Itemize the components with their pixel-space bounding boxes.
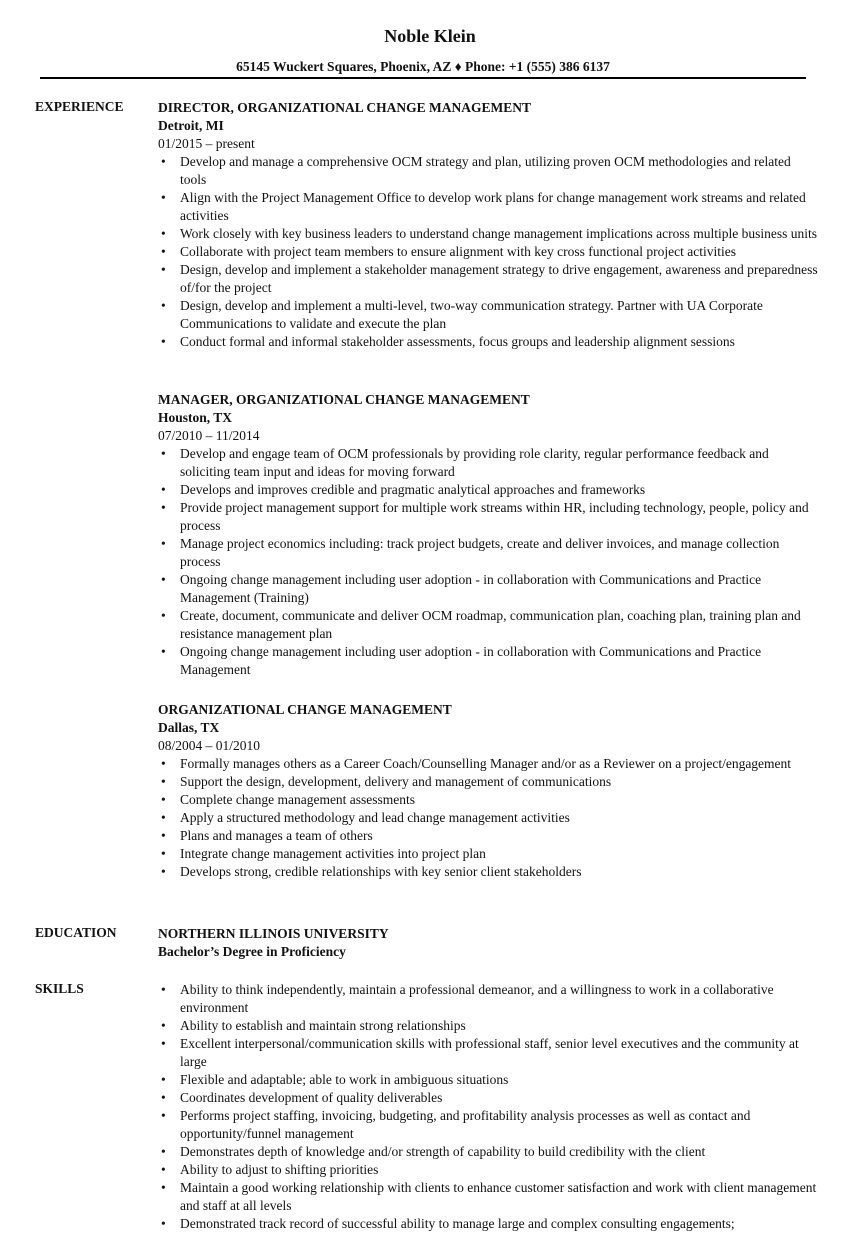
bullet-icon: •	[161, 1072, 166, 1087]
bullet-icon: •	[161, 1108, 166, 1123]
list-item-text: Design, develop and implement a multi-level, two-way communication strategy. Partner with UA Corporate Communications to validate and execute the plan	[180, 298, 763, 331]
list-item-text: Support the design, development, delivery and management of communications	[180, 774, 612, 789]
list-item	[158, 481, 818, 499]
list-item-text: Develop and engage team of OCM professionals by providing role clarity, regular performance feedback and soliciting team input and ideas for moving forward	[180, 446, 769, 479]
list-item-text: Develops and improves credible and pragmatic analytical approaches and frameworks	[180, 482, 646, 497]
job-bullets	[158, 755, 818, 881]
list-item-text: Apply a structured methodology and lead change management activities	[180, 810, 570, 825]
list-item-text: Develop and manage a comprehensive OCM strategy and plan, utilizing proven OCM methodologies and related tools	[180, 154, 791, 187]
bullet-icon: •	[161, 1144, 166, 1159]
list-item	[158, 297, 818, 333]
list-item	[158, 189, 818, 225]
list-item-text: Plans and manages a team of others	[180, 828, 373, 843]
list-item-text: Work closely with key business leaders to understand change management implications across multiple business units	[180, 226, 818, 241]
list-item-text: Collaborate with project team members to ensure alignment with key cross functional project activities	[180, 244, 736, 259]
education-label: EDUCATION	[35, 925, 117, 940]
list-item	[158, 773, 818, 791]
skills-entry	[158, 981, 818, 1233]
list-item-text: Ongoing change management including user adoption - in collaboration with Communications and Practice Management (Training)	[180, 572, 762, 605]
bullet-icon: •	[161, 482, 166, 497]
list-item-text: Ability to think independently, maintain a professional demeanor, and a willingness to work in a collaborative environment	[180, 982, 774, 1015]
job-entry	[158, 701, 818, 881]
list-item-text: Create, document, communicate and deliver OCM roadmap, communication plan, coaching plan, training plan and resistance management plan	[180, 608, 801, 641]
list-item	[158, 1017, 818, 1035]
bullet-icon: •	[161, 828, 166, 843]
bullet-icon: •	[161, 1216, 166, 1231]
list-item	[158, 827, 818, 845]
list-item	[158, 1089, 818, 1107]
bullet-icon: •	[161, 756, 166, 771]
list-item	[158, 755, 818, 773]
list-item	[158, 1107, 818, 1143]
list-item	[158, 261, 818, 297]
job-bullets	[158, 445, 818, 679]
list-item-text: Coordinates development of quality deliverables	[180, 1090, 443, 1105]
list-item-text: Ongoing change management including user adoption - in collaboration with Communications and Practice Management	[180, 644, 762, 677]
list-item-text: Design, develop and implement a stakeholder management strategy to drive engagement, awareness and preparedness of/for the project	[180, 262, 818, 295]
bullet-icon: •	[161, 792, 166, 807]
list-item-text: Provide project management support for multiple work streams within HR, including technology, people, policy and process	[180, 500, 809, 533]
list-item	[158, 809, 818, 827]
list-item	[158, 607, 818, 643]
job-title: ORGANIZATIONAL CHANGE MANAGEMENT	[158, 702, 452, 717]
school-name: NORTHERN ILLINOIS UNIVERSITY	[158, 926, 389, 941]
job-entry	[158, 391, 818, 679]
bullet-icon: •	[161, 536, 166, 551]
bullet-icon: •	[161, 644, 166, 659]
bullet-icon: •	[161, 864, 166, 879]
list-item	[158, 845, 818, 863]
list-item-text: Align with the Project Management Office to develop work plans for change management work streams and related activities	[180, 190, 806, 223]
list-item	[158, 981, 818, 1017]
bullet-icon: •	[161, 774, 166, 789]
contact-line: 65145 Wuckert Squares, Phoenix, AZ ♦ Phone: +1 (555) 386 6137	[236, 59, 610, 74]
bullet-icon: •	[161, 154, 166, 169]
list-item-text: Integrate change management activities into project plan	[180, 846, 486, 861]
list-item-text: Demonstrated track record of successful ability to manage large and complex consulting engagements;	[180, 1216, 735, 1231]
bullet-icon: •	[161, 1018, 166, 1033]
bullet-icon: •	[161, 190, 166, 205]
list-item-text: Ability to adjust to shifting priorities	[180, 1162, 379, 1177]
list-item	[158, 243, 818, 261]
bullet-icon: •	[161, 608, 166, 623]
list-item	[158, 333, 818, 351]
bullet-icon: •	[161, 446, 166, 461]
degree: Bachelor’s Degree in Proficiency	[158, 944, 346, 959]
list-item-text: Ability to establish and maintain strong relationships	[180, 1018, 466, 1033]
list-item-text: Manage project economics including: track project budgets, create and deliver invoices, and manage collection process	[180, 536, 780, 569]
list-item	[158, 153, 818, 189]
education-entry	[158, 925, 818, 961]
list-item	[158, 863, 818, 881]
bullet-icon: •	[161, 1036, 166, 1051]
bullet-icon: •	[161, 1180, 166, 1195]
job-location: Dallas, TX	[158, 720, 220, 735]
list-item-text: Conduct formal and informal stakeholder assessments, focus groups and leadership alignment sessions	[180, 334, 735, 349]
job-bullets	[158, 153, 818, 351]
list-item	[158, 791, 818, 809]
list-item-text: Complete change management assessments	[180, 792, 416, 807]
bullet-icon: •	[161, 846, 166, 861]
list-item-text: Flexible and adaptable; able to work in ambiguous situations	[180, 1072, 509, 1087]
bullet-icon: •	[161, 244, 166, 259]
job-location: Detroit, MI	[158, 118, 224, 133]
job-title: MANAGER, ORGANIZATIONAL CHANGE MANAGEMENT	[158, 392, 530, 407]
list-item	[158, 1215, 818, 1233]
list-item-text: Maintain a good working relationship with clients to enhance customer satisfaction and work with client management and staff at all levels	[180, 1180, 817, 1213]
bullet-icon: •	[161, 500, 166, 515]
skills-list	[158, 981, 818, 1233]
bullet-icon: •	[161, 1162, 166, 1177]
bullet-icon: •	[161, 810, 166, 825]
job-entry	[158, 99, 818, 351]
list-item	[158, 1143, 818, 1161]
experience-label: EXPERIENCE	[35, 99, 124, 114]
job-location: Houston, TX	[158, 410, 233, 425]
bullet-icon: •	[161, 982, 166, 997]
list-item	[158, 1161, 818, 1179]
bullet-icon: •	[161, 1090, 166, 1105]
bullet-icon: •	[161, 298, 166, 313]
candidate-name: Noble Klein	[384, 26, 476, 46]
list-item-text: Excellent interpersonal/communication skills with professional staff, senior level executives and the community at large	[180, 1036, 799, 1069]
job-dates: 08/2004 – 01/2010	[158, 738, 261, 753]
list-item	[158, 1179, 818, 1215]
list-item-text: Develops strong, credible relationships with key senior client stakeholders	[180, 864, 582, 879]
list-item	[158, 1035, 818, 1071]
list-item	[158, 571, 818, 607]
list-item-text: Performs project staffing, invoicing, budgeting, and profitability analysis processes as well as contact and opportunity/funnel management	[180, 1108, 751, 1141]
list-item-text: Demonstrates depth of knowledge and/or strength of capability to build credibility with the client	[180, 1144, 706, 1159]
list-item	[158, 535, 818, 571]
bullet-icon: •	[161, 334, 166, 349]
list-item	[158, 499, 818, 535]
list-item	[158, 643, 818, 679]
bullet-icon: •	[161, 572, 166, 587]
job-title: DIRECTOR, ORGANIZATIONAL CHANGE MANAGEMENT	[158, 100, 532, 115]
job-dates: 01/2015 – present	[158, 136, 255, 151]
job-dates: 07/2010 – 11/2014	[158, 428, 260, 443]
header-divider	[40, 77, 806, 79]
bullet-icon: •	[161, 226, 166, 241]
list-item-text: Formally manages others as a Career Coach/Counselling Manager and/or as a Reviewer on a project/engagement	[180, 756, 792, 771]
list-item	[158, 445, 818, 481]
list-item	[158, 225, 818, 243]
skills-label: SKILLS	[35, 981, 84, 996]
list-item	[158, 1071, 818, 1089]
bullet-icon: •	[161, 262, 166, 277]
